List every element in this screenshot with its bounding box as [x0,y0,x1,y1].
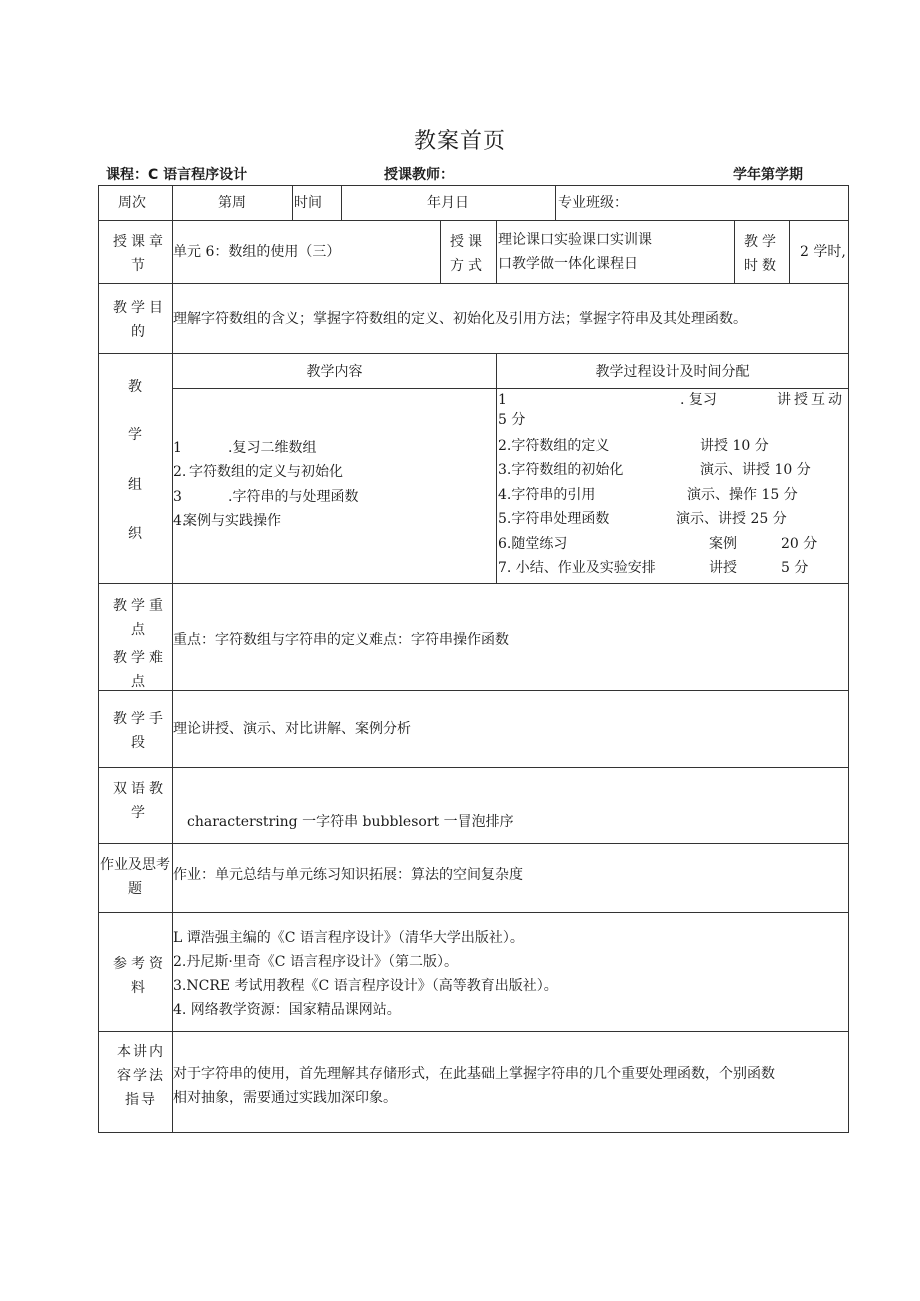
week-label: 周次 [118,195,146,211]
process-item: 7. 小结、作业及实验安排 [498,560,656,576]
reference-item: 3.NCRE 考试用教程《C 语言程序设计》（高等教育出版社）。 [173,978,558,994]
term-label: 学年第学期 [733,167,803,183]
means-text: 理论讲授、演示、对比讲解、案例分析 [173,721,411,737]
week-value: 第周 [218,195,246,211]
content-item-num: 3 [173,489,182,505]
content-item-num: 2. [173,464,187,480]
process-header: 教学过程设计及时间分配 [595,364,750,380]
time-label: 时间 [294,195,322,211]
means-label: 教学手段 [113,711,167,751]
process-time: 5 分 [498,412,526,428]
keypoints-text: 重点：字符数组与字符串的定义难点：字符串操作函数 [173,632,509,648]
guidance-label: 本讲内容学法指导 [117,1044,165,1108]
chapter-label: 授课章节 [113,234,167,274]
process-item-num: 1 [498,392,507,408]
mode-line1: 理论课口实验课口实训课 [498,232,652,248]
process-item: . 复习 [680,392,717,408]
process-method: 演示、操作 15 分 [687,487,798,503]
date-value: 年月日 [427,195,469,211]
guidance-line1: 对于字符串的使用，首先理解其存储形式，在此基础上掌握字符串的几个重要处理函数，个别函数 [173,1066,775,1082]
course-name: 课程：C 语言程序设计 [106,167,248,183]
process-item: 3.字符数组的初始化 [498,462,624,478]
org-char: 织 [128,526,142,542]
process-time: 20 分 [781,536,818,552]
content-item: .字符串的与处理函数 [228,489,359,505]
reference-item: L 谭浩强主编的《C 语言程序设计》（清华大学出版社）。 [173,930,524,946]
process-time: 5 分 [781,560,809,576]
homework-label: 作业及思考题 [100,857,170,897]
org-char: 组 [128,477,142,493]
content-item-num: 4. [173,513,187,529]
content-header: 教学内容 [306,364,363,380]
class-label: 专业班级： [558,195,628,211]
process-item: 2.字符数组的定义 [498,438,610,454]
homework-text: 作业：单元总结与单元练习知识拓展：算法的空间复杂度 [173,867,523,883]
objective-label: 教学目的 [113,300,167,340]
org-char: 学 [128,427,142,443]
process-method: 演示、讲授 25 分 [676,511,787,527]
content-item-num: 1 [173,440,182,456]
page-title: 教案首页 [413,129,506,154]
process-method: 讲授 [709,560,737,576]
references-label: 参考资料 [113,956,167,996]
content-item: .复习二维数组 [228,440,317,456]
hours-value: 2 学时, [800,244,846,260]
process-method: 演示、讲授 10 分 [700,462,811,478]
org-char: 教 [128,379,142,395]
process-item: 4.字符串的引用 [498,487,596,503]
reference-item: 4. 网络教学资源：国家精品课网站。 [173,1002,401,1018]
process-method: 讲授 10 分 [700,438,769,454]
content-item: 案例与实践操作 [183,513,281,529]
hours-label: 教学时数 [744,234,780,274]
teacher-label: 授课教师： [384,167,454,183]
process-method: 讲授互动 [777,392,845,408]
process-method: 案例 [709,536,737,552]
process-item: 5.字符串处理函数 [498,511,610,527]
chapter-value: 单元 6：数组的使用（三） [173,244,341,260]
bilingual-label: 双语教学 [113,781,167,821]
objective-text: 理解字符数组的含义；掌握字符数组的定义、初始化及引用方法；掌握字符串及其处理函数。 [173,311,747,327]
mode-line2: 口教学做一体化课程日 [498,256,638,272]
bilingual-text: characterstring 一字符串 bubblesort 一冒泡排序 [187,814,514,830]
content-item: 字符数组的定义与初始化 [189,464,343,480]
process-item: 6.随堂练习 [498,536,568,552]
reference-item: 2.丹尼斯·里奇《C 语言程序设计》（第二版）。 [173,954,458,970]
keypoint-label: 教学重点 [113,598,167,638]
guidance-line2: 相对抽象，需要通过实践加深印象。 [173,1090,397,1106]
difficulty-label: 教学难点 [113,650,167,690]
mode-label: 授课方式 [450,234,486,274]
